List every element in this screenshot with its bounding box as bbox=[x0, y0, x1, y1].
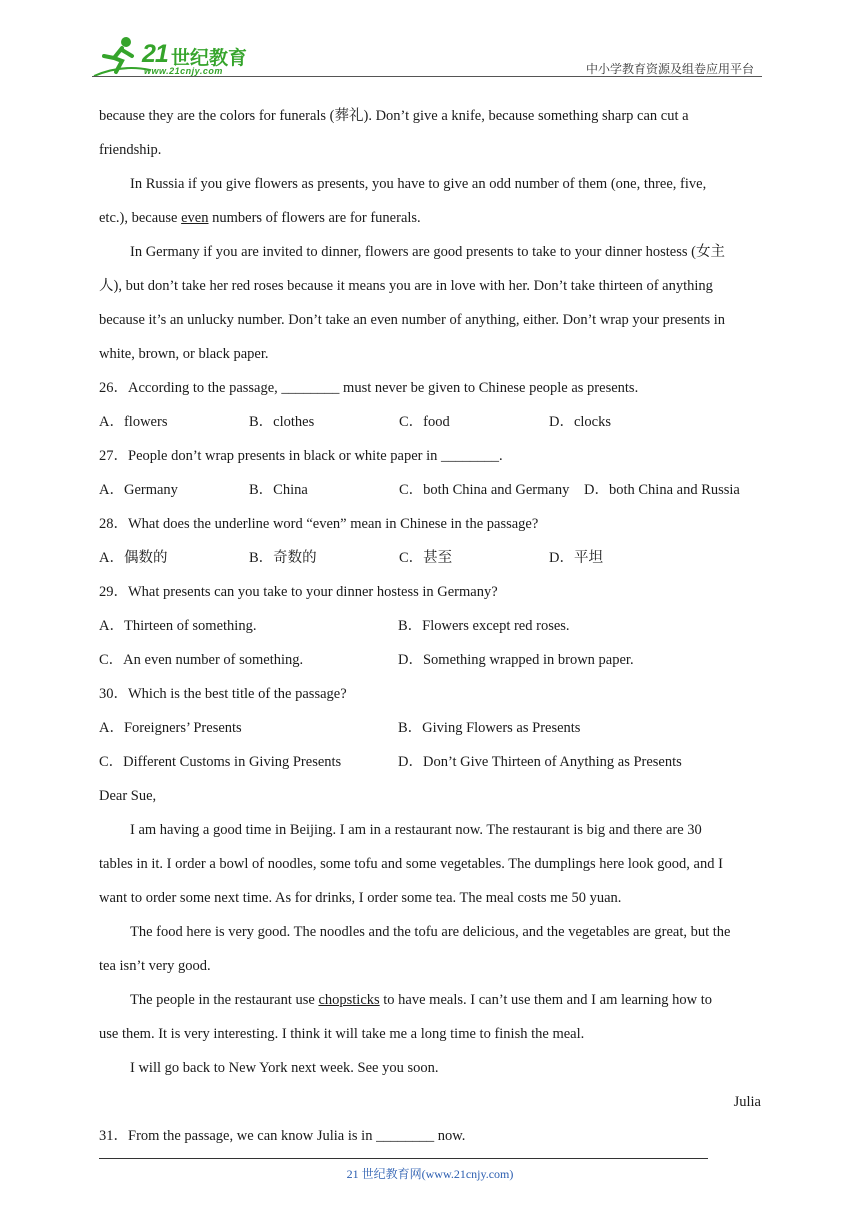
option: D．both China and Russia bbox=[584, 482, 740, 498]
option: D．Don’t Give Thirteen of Anything as Presents bbox=[398, 754, 682, 770]
letter-line bbox=[99, 983, 763, 1017]
text-segment: etc.), because bbox=[99, 210, 182, 226]
underlined-word-chopsticks: chopsticks bbox=[318, 992, 380, 1008]
letter-line: want to order some next time. As for drinks, I order some tea. The meal costs me 50 yuan. bbox=[99, 890, 622, 906]
option: B．Giving Flowers as Presents bbox=[398, 720, 581, 736]
option: C．food bbox=[399, 414, 450, 430]
text-segment: to have meals. I can’t use them and I am learning how to bbox=[379, 992, 712, 1008]
letter-signature: Julia bbox=[733, 1094, 761, 1110]
options-row bbox=[99, 609, 763, 643]
passage-line: because they are the colors for funerals (葬礼). Don’t give a knife, because something sharp can cut a bbox=[99, 108, 689, 124]
option: D．clocks bbox=[549, 414, 612, 430]
option: C．An even number of something. bbox=[99, 652, 304, 668]
header-divider bbox=[92, 76, 762, 77]
option: D．Something wrapped in brown paper. bbox=[398, 652, 634, 668]
page-footer: 21 世纪教育网(www.21cnjy.com) bbox=[346, 1167, 514, 1181]
question-stem: 27．People don’t wrap presents in black or white paper in ________. bbox=[99, 448, 503, 464]
option: C．Different Customs in Giving Presents bbox=[99, 754, 342, 770]
letter-line: use them. It is very interesting. I think it will take me a long time to finish the meal. bbox=[99, 1026, 585, 1042]
logo-name: 世纪教育 bbox=[171, 47, 248, 69]
text-segment: numbers of flowers are for funerals. bbox=[208, 210, 421, 226]
question-stem: 29．What presents can you take to your dinner hostess in Germany? bbox=[99, 584, 498, 600]
passage-line: 人), but don’t take her red roses because it means you are in love with her. Don’t take thirteen of anything bbox=[99, 278, 713, 294]
page-header bbox=[92, 30, 762, 80]
option: B．clothes bbox=[249, 414, 315, 430]
option: D．平坦 bbox=[549, 550, 603, 566]
option: A．Foreigners’ Presents bbox=[99, 720, 242, 736]
option: C．甚至 bbox=[399, 550, 453, 566]
passage-line: friendship. bbox=[99, 142, 162, 158]
letter-line: The food here is very good. The noodles and the tofu are delicious, and the vegetables are great, but the bbox=[130, 924, 731, 940]
question-stem: 30．Which is the best title of the passage? bbox=[99, 686, 347, 702]
passage-line: white, brown, or black paper. bbox=[99, 346, 269, 362]
passage-line: In Germany if you are invited to dinner, flowers are good presents to take to your dinner hostess (女主 bbox=[130, 244, 725, 260]
underlined-word-even: even bbox=[181, 210, 209, 226]
options-row bbox=[99, 405, 763, 439]
option: A．Germany bbox=[99, 482, 178, 498]
letter-line: tea isn’t very good. bbox=[99, 958, 211, 974]
footer-divider bbox=[99, 1158, 708, 1159]
option: B．奇数的 bbox=[249, 550, 317, 566]
letter-line: I will go back to New York next week. See you soon. bbox=[130, 1060, 439, 1076]
site-logo bbox=[92, 34, 262, 78]
options-row bbox=[99, 541, 763, 575]
option: A．偶数的 bbox=[99, 550, 168, 566]
text-segment: The people in the restaurant use bbox=[130, 992, 319, 1008]
letter-line: I am having a good time in Beijing. I am in a restaurant now. The restaurant is big and there are 30 bbox=[130, 822, 702, 838]
document-body bbox=[99, 99, 763, 1153]
header-platform-text: 中小学教育资源及组卷应用平台 bbox=[585, 62, 754, 76]
question-stem: 26．According to the passage, ________ must never be given to Chinese people as presents. bbox=[99, 380, 639, 396]
question-stem: 28．What does the underline word “even” mean in Chinese in the passage? bbox=[99, 516, 539, 532]
letter-greeting: Dear Sue, bbox=[99, 788, 157, 804]
option: A．Thirteen of something. bbox=[99, 618, 257, 634]
option: A．flowers bbox=[99, 414, 168, 430]
passage-line bbox=[99, 201, 763, 235]
options-row bbox=[99, 745, 763, 779]
passage-line: In Russia if you give flowers as presents, you have to give an odd number of them (one, three, five, bbox=[130, 176, 707, 192]
options-row bbox=[99, 711, 763, 745]
logo-number: 21 bbox=[142, 40, 168, 68]
option: B．Flowers except red roses. bbox=[398, 618, 570, 634]
question-stem: 31．From the passage, we can know Julia is in ________ now. bbox=[99, 1128, 466, 1144]
letter-line: tables in it. I order a bowl of noodles, some tofu and some vegetables. The dumplings here look good, and I bbox=[99, 856, 723, 872]
options-row bbox=[99, 473, 763, 507]
logo-url: www.21cnjy.com bbox=[144, 66, 223, 76]
passage-line: because it’s an unlucky number. Don’t take an even number of anything, either. Don’t wrap your presents in bbox=[99, 312, 726, 328]
option: B．China bbox=[249, 482, 308, 498]
option: C．both China and Germany bbox=[399, 482, 570, 498]
options-row bbox=[99, 643, 763, 677]
